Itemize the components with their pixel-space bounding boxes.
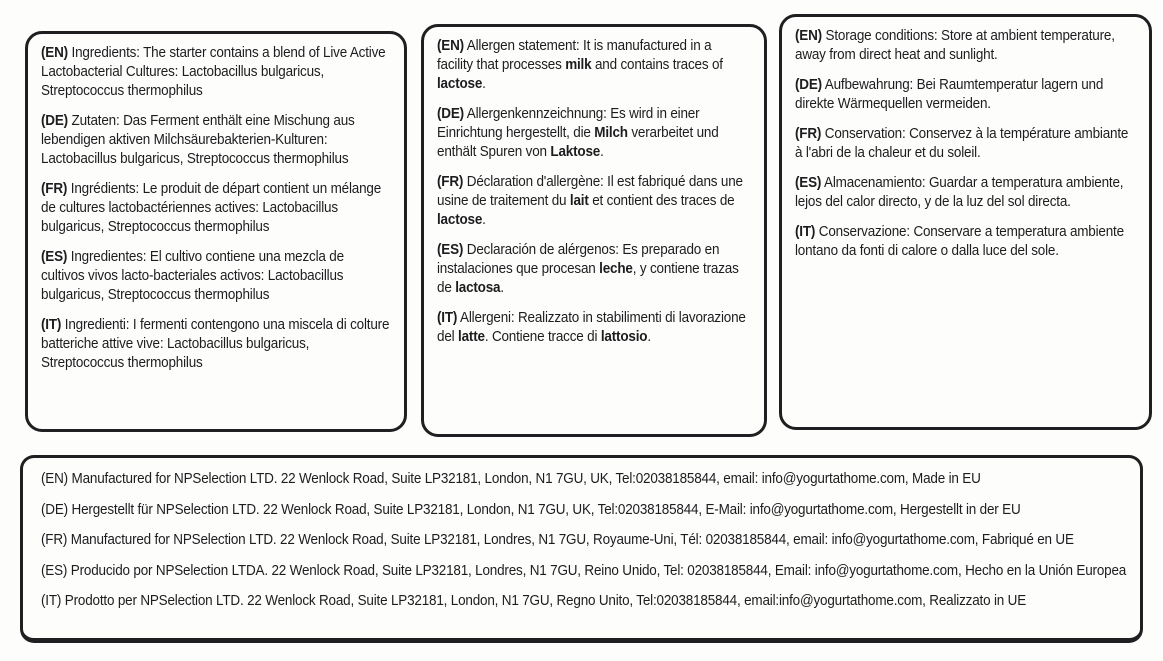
storage-conditions-text: [795, 27, 1136, 261]
paragraph: (EN) Manufactured for NPSelection LTD. 22 Wenlock Road, Suite LP32181, London, N1 7GU, UK, Tel:02038185844, email: info@yogurtathome.com, Made in EU: [41, 471, 981, 487]
paragraph: (DE) Aufbewahrung: Bei Raumtemperatur lagern und direkte Wärmequellen vermeiden.: [795, 77, 1104, 112]
paragraph: (IT) Allergeni: Realizzato in stabilimenti di lavorazione del latte. Contiene tracce di lattosio.: [437, 310, 746, 345]
manufacturer-info-text: [41, 470, 1127, 611]
paragraph: (EN) Storage conditions: Store at ambient temperature, away from direct heat and sunlight.: [795, 28, 1115, 63]
paragraph: (ES) Ingredientes: El cultivo contiene una mezcla de cultivos vivos lacto-bacteriales activos: Lactobacillus bulgaricus, Streptococcus thermophilus: [41, 249, 344, 303]
paragraph: (DE) Allergenkennzeichnung: Es wird in einer Einrichtung hergestellt, die Milch verarbeitet und enthält Spuren von Laktose.: [437, 106, 719, 160]
paragraph: (IT) Ingredienti: I fermenti contengono una miscela di colture batteriche attive vive: Lactobacillus bulgaricus, Streptococcus thermophilus: [41, 317, 390, 371]
manufacturer-info-panel: [20, 455, 1143, 643]
paragraph: (ES) Declaración de alérgenos: Es preparado en instalaciones que procesan leche, y contiene trazas de lactosa.: [437, 242, 739, 296]
allergen-statement-panel: [421, 24, 767, 437]
paragraph: (ES) Almacenamiento: Guardar a temperatura ambiente, lejos del calor directo, y de la luz del sol directa.: [795, 175, 1124, 210]
paragraph: (FR) Déclaration d'allergène: Il est fabriqué dans une usine de traitement du lait et contient des traces de lactose.: [437, 174, 743, 228]
paragraph: (EN) Ingredients: The starter contains a blend of Live Active Lactobacterial Cultures: Lactobacillus bulgaricus, Streptococcus thermophilus: [41, 45, 386, 99]
storage-conditions-panel: [779, 14, 1152, 430]
paragraph: (FR) Manufactured for NPSelection LTD. 22 Wenlock Road, Suite LP32181, Londres, N1 7GU, Royaume-Uni, Tél: 02038185844, email: info@yogurtathome.com, Fabriqué en UE: [41, 532, 1074, 548]
paragraph: (DE) Hergestellt für NPSelection LTD. 22 Wenlock Road, Suite LP32181, London, N1 7GU, UK, Tel:02038185844, E-Mail: info@yogurtathome.com, Hergestellt in der EU: [41, 501, 1021, 518]
paragraph: (IT) Conservazione: Conservare a temperatura ambiente lontano da fonti di calore o dalla luce del sole.: [795, 224, 1124, 259]
ingredients-text: [41, 44, 391, 373]
ingredients-panel: [25, 31, 407, 432]
paragraph: (FR) Conservation: Conservez à la température ambiante à l'abri de la chaleur et du soleil.: [795, 126, 1129, 161]
paragraph: (DE) Zutaten: Das Ferment enthält eine Mischung aus lebendigen aktiven Milchsäurebakterien-Kulturen: Lactobacillus bulgaricus, Streptococcus thermophilus: [41, 113, 355, 167]
paragraph: (EN) Allergen statement: It is manufactured in a facility that processes milk and contains traces of lactose.: [437, 38, 723, 92]
allergen-statement-text: [437, 37, 751, 347]
paragraph: (FR) Ingrédients: Le produit de départ contient un mélange de cultures lactobactériennes actives: Lactobacillus bulgaricus, Streptococcus thermophilus: [41, 181, 382, 235]
paragraph: (ES) Producido por NPSelection LTDA. 22 Wenlock Road, Suite LP32181, Londres, N1 7GU, Reino Unido, Tel: 02038185844, Email: info@yogurtathome.com, Hecho en la Unión Europea: [41, 562, 1127, 579]
paragraph: (IT) Prodotto per NPSelection LTD. 22 Wenlock Road, Suite LP32181, London, N1 7GU, Regno Unito, Tel:02038185844, email:info@yogurtathome.com, Realizzato in UE: [41, 593, 1027, 609]
